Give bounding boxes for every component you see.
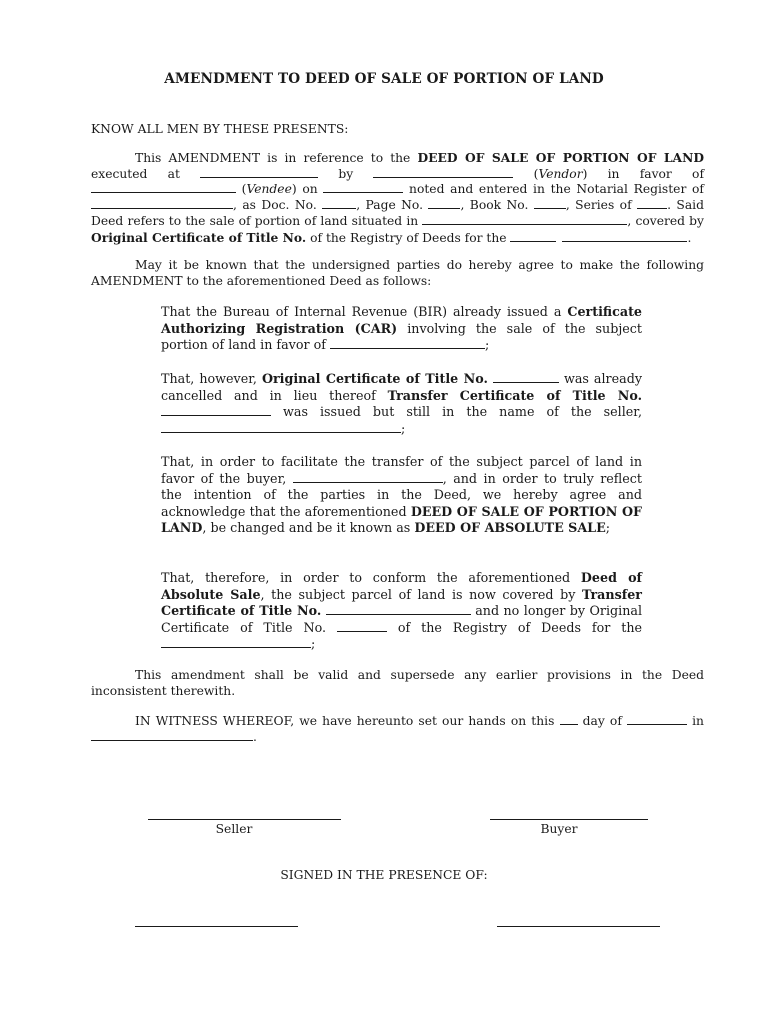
text-run: Certificate Authorizing Registration (CAR) xyxy=(161,304,642,336)
text-run: , Book No. xyxy=(460,198,534,213)
text-run: ( xyxy=(513,166,539,181)
text-run: . xyxy=(687,230,692,245)
witness-1-signature-line xyxy=(135,926,298,927)
text-run: DEED OF ABSOLUTE SALE xyxy=(414,520,606,536)
blank-field xyxy=(91,198,233,209)
clause-transfer xyxy=(161,454,642,537)
text-run: , Series of xyxy=(565,198,638,213)
text-run: Original Certificate of Title No. xyxy=(91,229,307,245)
text-run: , covered by xyxy=(627,213,704,228)
blank-field xyxy=(326,604,471,615)
blank-field xyxy=(510,231,556,242)
blank-field xyxy=(161,637,311,648)
witness-heading: SIGNED IN THE PRESENCE OF: xyxy=(280,868,488,882)
text-run: of the Registry of Deeds for the xyxy=(386,619,642,635)
paragraph-witness-whereof xyxy=(91,714,704,745)
text-run: This AMENDMENT is in reference to the xyxy=(135,151,418,165)
blank-field xyxy=(493,372,559,383)
text-run: . xyxy=(253,729,257,744)
text-run: day of xyxy=(577,714,627,728)
text-run: DEED OF SALE OF PORTION OF LAND xyxy=(417,150,704,165)
text-run: , be changed and be it known as xyxy=(202,520,415,536)
paragraph-validity: This amendment shall be valid and supersede any earlier provisions in the Deed inconsistent therewith. xyxy=(91,668,704,698)
blank-field xyxy=(373,167,513,178)
blank-field xyxy=(637,198,667,209)
seller-label: Seller xyxy=(215,822,253,836)
text-run: IN WITNESS WHEREOF, we have hereunto set our hands on this xyxy=(135,714,560,728)
text-run: Vendee xyxy=(246,182,292,197)
blank-field xyxy=(323,182,403,193)
text-run: by xyxy=(318,166,374,181)
blank-field xyxy=(422,214,627,225)
text-run: ) on xyxy=(291,182,324,197)
paragraph-agreement: May it be known that the undersigned parties do hereby agree to make the following AMENDMENT to the aforementioned Deed as follows: xyxy=(91,258,704,288)
blank-field xyxy=(322,198,356,209)
text-run: ( xyxy=(236,182,247,197)
text-run: That, therefore, in order to conform the aforementioned xyxy=(161,570,581,585)
text-run: Vendor xyxy=(538,166,583,181)
text-run: ) in favor of xyxy=(582,166,704,181)
text-run: Original Certificate of Title No. xyxy=(261,371,488,386)
text-run: was issued but still in the name of the seller, xyxy=(271,404,642,420)
text-run: Deed of Absolute Sale xyxy=(161,570,642,602)
text-run: Transfer Certificate of Title No. xyxy=(387,387,643,403)
text-run: ; xyxy=(484,337,490,353)
text-run: ; xyxy=(605,520,611,536)
blank-field xyxy=(627,714,687,725)
text-run: . Said Deed refers to the sale of portion of land situated in xyxy=(91,198,704,228)
text-run: of the Registry of Deeds for the xyxy=(306,230,511,245)
blank-field xyxy=(293,472,443,483)
blank-field xyxy=(91,182,236,193)
text-run: was already cancelled and in lieu thereof xyxy=(161,371,642,403)
seller-signature-line xyxy=(148,819,341,820)
text-run: That, in order to facilitate the transfer of the subject parcel of land in favor of the buyer, xyxy=(161,454,642,486)
blank-field xyxy=(534,198,566,209)
text-run: and no longer by Original Certificate of Title No. xyxy=(161,603,642,635)
blank-field xyxy=(200,167,318,178)
text-run: involving the sale of the subject portion of land in favor of xyxy=(161,320,642,353)
text-run: DEED OF SALE OF PORTION OF LAND xyxy=(161,503,643,536)
text-run: in xyxy=(687,714,704,728)
blank-field xyxy=(337,621,387,632)
text-run: , Page No. xyxy=(356,198,429,213)
text-run: executed at xyxy=(91,166,201,181)
text-run: That the Bureau of Internal Revenue (BIR) already issued a xyxy=(161,304,568,319)
text-run: , as Doc. No. xyxy=(233,198,323,213)
clause-title-cancelled xyxy=(161,371,642,437)
blank-field xyxy=(562,231,687,242)
text-run: , the subject parcel of land is now covered by xyxy=(260,586,582,602)
clause-bir-car xyxy=(161,304,642,354)
blank-field xyxy=(428,198,460,209)
blank-field xyxy=(161,422,401,433)
document-title: AMENDMENT TO DEED OF SALE OF PORTION OF LAND xyxy=(164,71,604,87)
blank-field xyxy=(560,714,578,725)
blank-field xyxy=(330,338,485,349)
blank-field xyxy=(161,405,271,416)
text-run: Transfer Certificate of Title No. xyxy=(161,586,642,619)
buyer-signature-line xyxy=(490,819,648,820)
salutation: KNOW ALL MEN BY THESE PRESENTS: xyxy=(91,122,349,136)
clause-conform xyxy=(161,570,642,653)
text-run: , and in order to truly reflect the intention of the parties in the Deed, we hereby agree and acknowledge that the aforementioned xyxy=(161,470,642,519)
buyer-label: Buyer xyxy=(540,822,578,836)
paragraph-reference xyxy=(91,150,704,246)
text-run: ; xyxy=(311,636,316,652)
text-run: noted and entered in the Notarial Register of xyxy=(403,182,704,197)
witness-2-signature-line xyxy=(497,926,660,927)
blank-field xyxy=(91,730,253,741)
text-run: ; xyxy=(401,420,406,436)
text-run: That, however, xyxy=(161,371,262,386)
